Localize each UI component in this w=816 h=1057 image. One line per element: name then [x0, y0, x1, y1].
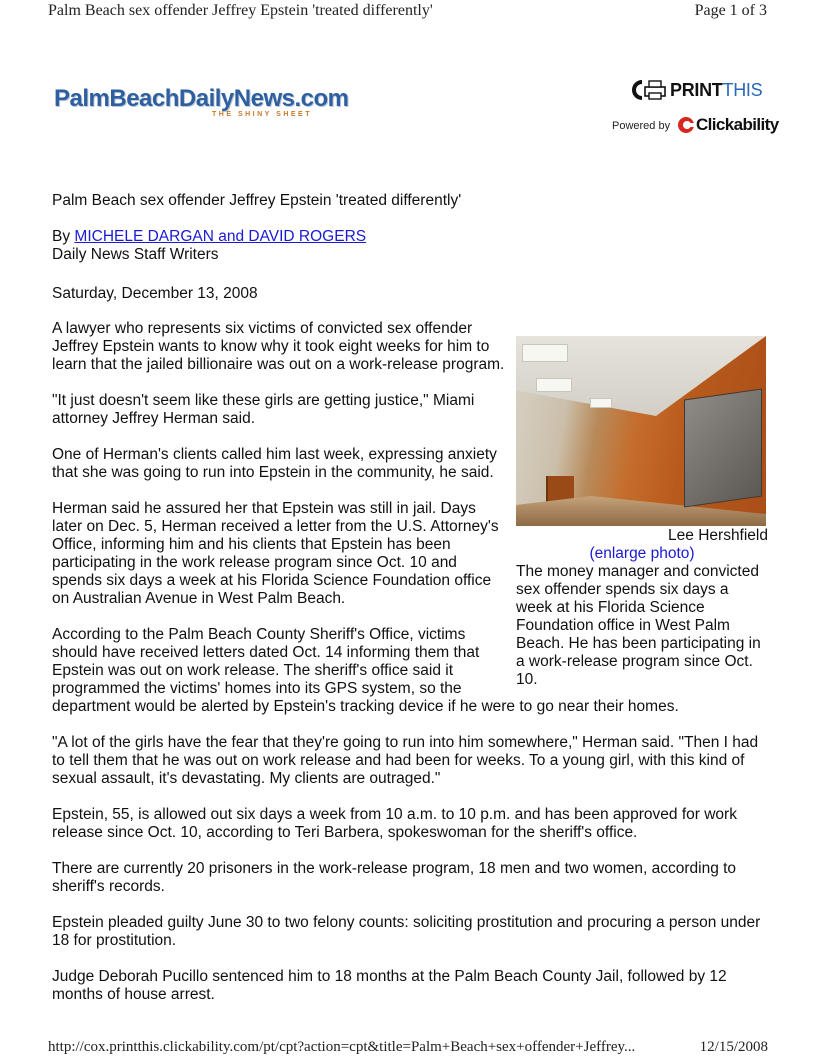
paragraph: Judge Deborah Pucillo sentenced him to 18 months at the Palm Beach County Jail, followed by 12 months of house arrest. — [52, 968, 727, 1003]
paragraph: According to the Palm Beach County Sheriff's Office, victims should have received letters dated Oct. 14 informing them that Epstein was out on work release. The sheriff's office said it programmed the victims' homes into its GPS system, so the department would be alerted by Epstein's tracking device if he were to go near their homes. — [52, 626, 679, 715]
paragraph: "It just doesn't seem like these girls are getting justice," Miami attorney Jeffrey Herman said. — [52, 392, 475, 427]
byline — [52, 228, 366, 246]
print-footer — [0, 1039, 816, 1057]
photo-credit: Lee Hershfield — [668, 527, 768, 544]
clickability-icon — [676, 114, 696, 136]
printthis-logo[interactable] — [628, 79, 768, 103]
print-header-page: Page 1 of 3 — [694, 2, 767, 19]
paragraph: Herman said he assured her that Epstein was still in jail. Days later on Dec. 5, Herman received a letter from the U.S. Attorney's Office, informing him and his clients that Epstein has been participating in the work release program since Oct. 10 and spends six days a week at his Florida Science Foundation office on Australian Avenue in West Palm Beach. — [52, 500, 499, 607]
printer-icon — [628, 79, 668, 101]
paragraph: "A lot of the girls have the fear that they're going to run into him somewhere," Herman said. "Then I had to tell them that he was out on work release and had been for weeks. To a young girl, with this kind of sexual assault, it's devastating. My clients are outraged." — [52, 734, 759, 787]
site-logo-tagline: THE SHINY SHEET — [212, 111, 312, 118]
article-body — [52, 320, 768, 1022]
article-photo[interactable] — [516, 336, 766, 526]
staff-line: Daily News Staff Writers — [52, 246, 219, 263]
site-logo[interactable] — [54, 85, 349, 126]
photo-caption: The money manager and convicted sex offender spends six days a week at his Florida Science Foundation office in West Palm Beach. He has been participating in a work-release program since Oct. 10. — [516, 563, 761, 688]
article-date: Saturday, December 13, 2008 — [52, 285, 258, 302]
print-footer-url: http://cox.printthis.clickability.com/pt/cpt?action=cpt&title=Palm+Beach+sex+offender+Jeffrey... — [48, 1039, 636, 1055]
print-footer-date: 12/15/2008 — [699, 1039, 768, 1055]
enlarge-photo-link[interactable]: (enlarge photo) — [589, 545, 695, 562]
print-header-title: Palm Beach sex offender Jeffrey Epstein 'treated differently' — [48, 2, 433, 19]
paragraph: One of Herman's clients called him last week, expressing anxiety that she was going to run into Epstein in the community, he said. — [52, 446, 497, 481]
paragraph: There are currently 20 prisoners in the work-release program, 18 men and two women, according to sheriff's records. — [52, 860, 737, 895]
photo-box — [516, 336, 768, 689]
article-headline: Palm Beach sex offender Jeffrey Epstein 'treated differently' — [52, 192, 462, 209]
print-header — [0, 0, 816, 22]
powered-by[interactable] — [612, 114, 779, 136]
printthis-this: THIS — [722, 80, 763, 100]
byline-prefix: By — [52, 228, 75, 245]
printthis-print: PRINT — [670, 80, 723, 100]
site-logo-text: PalmBeachDailyNews.com — [54, 85, 349, 112]
paragraph: Epstein, 55, is allowed out six days a week from 10 a.m. to 10 p.m. and has been approved for work release since Oct. 10, according to Teri Barbera, spokeswoman for the sheriff's office. — [52, 806, 737, 841]
office-plaque — [684, 389, 762, 508]
powered-by-label: Powered by — [612, 120, 671, 132]
paragraph: Epstein pleaded guilty June 30 to two felony counts: soliciting prostitution and procuring a person under 18 for prostitution. — [52, 914, 761, 949]
clickability-brand: Clickability — [696, 115, 779, 134]
author-link[interactable]: MICHELE DARGAN and DAVID ROGERS — [74, 228, 367, 245]
paragraph: A lawyer who represents six victims of convicted sex offender Jeffrey Epstein wants to know why it took eight weeks for him to learn that the jailed billionaire was out on a work-release program. — [52, 320, 505, 373]
